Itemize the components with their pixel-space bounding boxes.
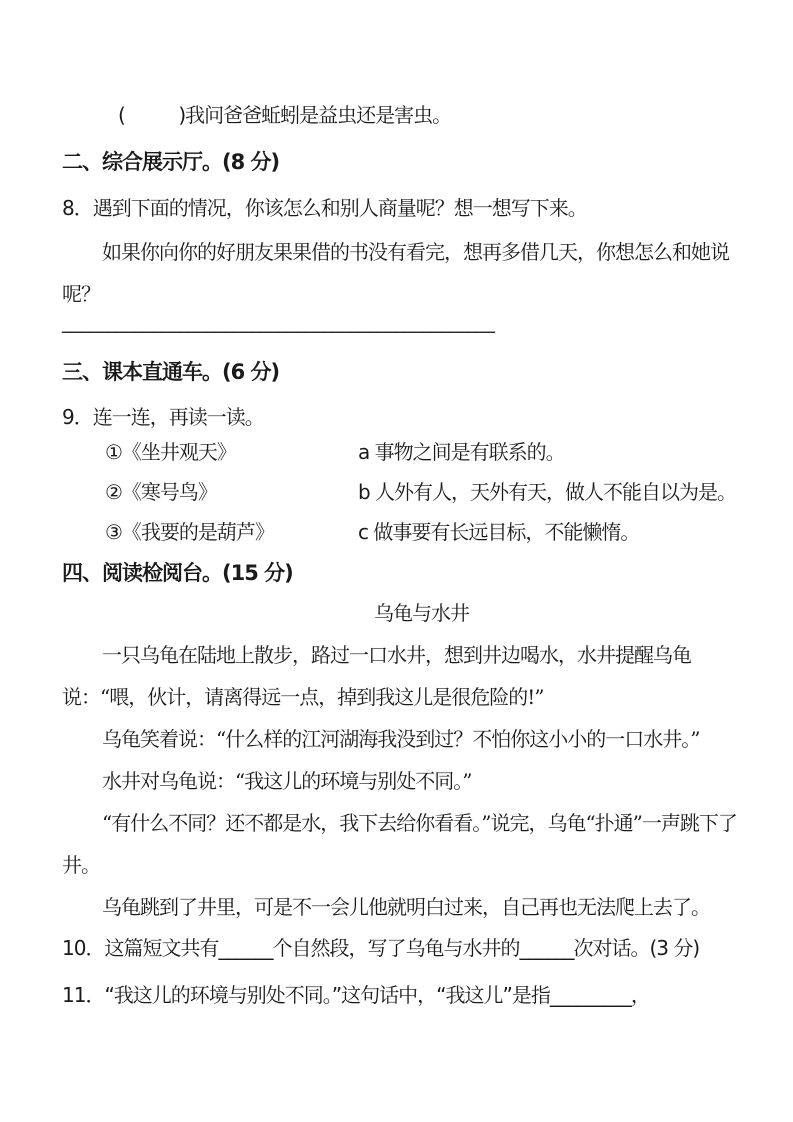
reading-passage <box>62 634 740 928</box>
section-heading-4: 四、阅读检阅台。(15 分) <box>62 561 293 585</box>
match-left-2: ②《寒号鸟》 <box>105 480 217 504</box>
section-heading-2: 二、综合展示厅。(8 分) <box>62 150 280 174</box>
passage-paragraph-5: 乌龟跳到了井里，可是不一会儿他就明白过来，自己再也无法爬上去了。 <box>102 895 710 919</box>
answer-blank-line: ________________________________________________ <box>62 309 494 333</box>
question-10: 10．这篇短文共有______个自然段，写了乌龟与水井的______次对话。(3 分) <box>62 936 700 960</box>
question-9-stem: 9．连一连，再读一读。 <box>62 405 264 429</box>
passage-paragraph-3: 水井对乌龟说：“我这儿的环境与别处不同。” <box>102 769 472 793</box>
match-right-b: b 人外有人，天外有天，做人不能自以为是。 <box>358 480 737 504</box>
question-11: 11．“我这儿的环境与别处不同。”这句话中，“我这儿”是指_________， <box>62 983 650 1007</box>
passage-paragraph-1: 一只乌龟在陆地上散步，路过一口水井，想到井边喝水，水井提醒乌龟说：“喂，伙计，请离得远一点，掉到我这儿是很危险的!” <box>62 643 691 709</box>
section-heading-3: 三、课本直通车。(6 分) <box>62 360 280 384</box>
match-right-c: c 做事要有长远目标，不能懒惰。 <box>358 520 640 544</box>
question-8-stem: 8．遇到下面的情况，你该怎么和别人商量呢？想一想写下来。 <box>62 196 587 220</box>
match-left-3: ③《我要的是葫芦》 <box>105 520 274 544</box>
passage-paragraph-4: “有什么不同？还不都是水，我下去给你看看。”说完，乌龟“扑通”一声跳下了井。 <box>62 811 737 877</box>
passage-title: 乌龟与水井 <box>374 601 469 625</box>
match-left-1: ①《坐井观天》 <box>105 440 236 464</box>
passage-paragraph-2: 乌龟笑着说：“什么样的江河湖海我没到过？不怕你这小小的一口水井。” <box>102 727 700 751</box>
match-right-a: a 事物之间是有联系的。 <box>358 440 565 464</box>
judge-statement-line: ( )我问爸爸蚯蚓是益虫还是害虫。 <box>118 103 452 127</box>
question-8-scenario: 如果你向你的好朋友果果借的书没有看完，想再多借几天，你想怎么和她说呢？ <box>62 240 729 306</box>
